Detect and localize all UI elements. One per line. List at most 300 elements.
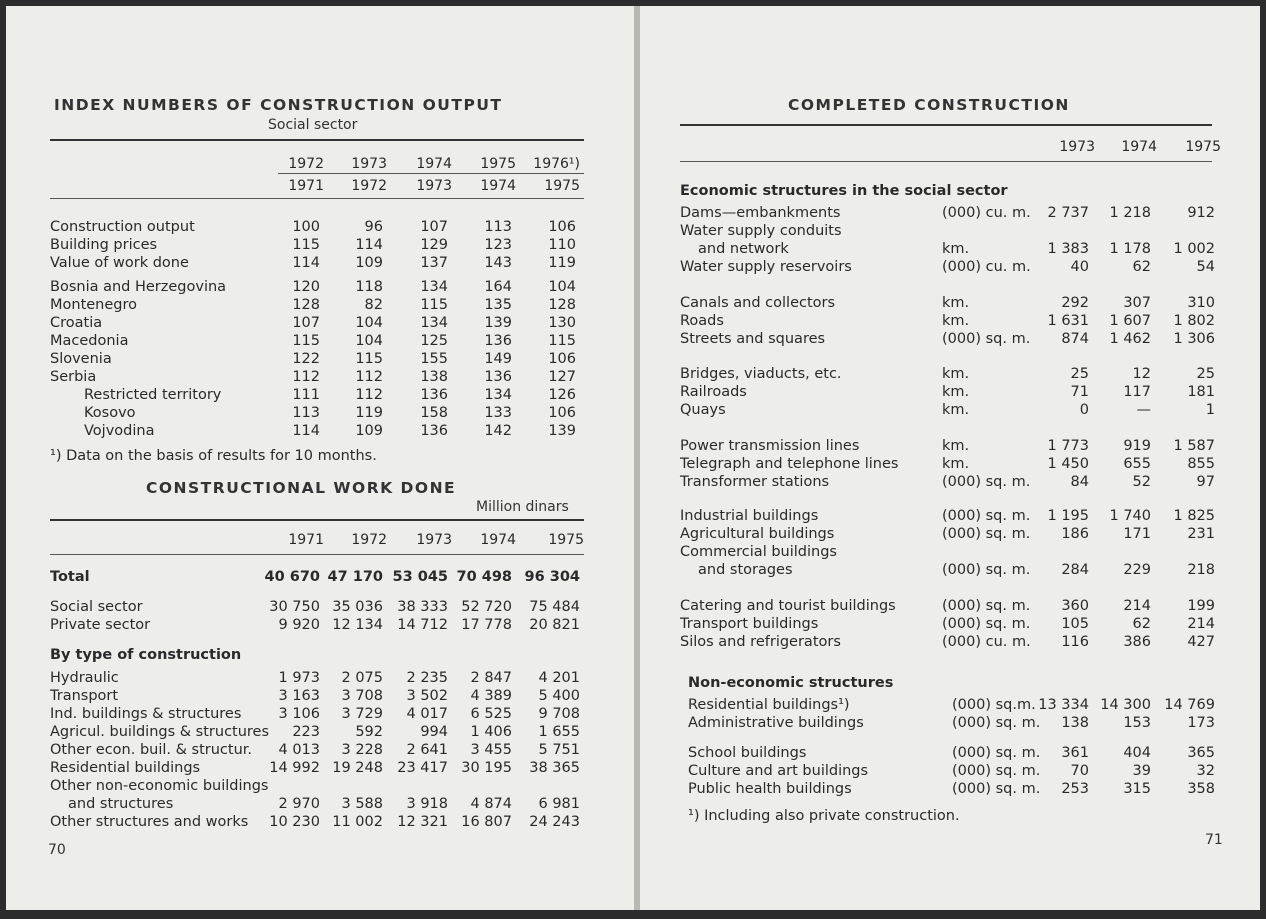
row-value: 912 [1187, 205, 1215, 221]
index-header-rule [50, 198, 584, 199]
work-unit-label: Million dinars [476, 499, 569, 515]
row-value: 113 [292, 405, 320, 421]
row-label: and structures [68, 796, 174, 812]
row-value: 30 750 [269, 599, 320, 615]
work-row [50, 598, 590, 616]
row-value: 310 [1187, 295, 1215, 311]
row-label: Streets and squares [680, 331, 826, 347]
row-value: 307 [1123, 295, 1151, 311]
right-page [640, 6, 1260, 910]
row-value: 2 075 [341, 670, 383, 686]
row-value: 12 [1132, 366, 1151, 382]
row-value: 112 [355, 387, 383, 403]
economic-row [680, 455, 1220, 473]
row-value: 53 045 [392, 569, 448, 585]
row-unit: (000) sq.m. [952, 697, 1036, 713]
section-noneconomic: Non-economic structures [688, 675, 894, 691]
row-value: 171 [1123, 526, 1151, 542]
row-label: Total [50, 569, 90, 585]
row-value: 214 [1187, 616, 1215, 632]
row-value: 13 334 [1038, 697, 1089, 713]
row-value: 14 300 [1100, 697, 1151, 713]
row-value: 113 [484, 219, 512, 235]
page-number-left: 70 [48, 842, 66, 858]
completed-footnote: ¹) Including also private construction. [688, 808, 960, 824]
row-value: 14 992 [269, 760, 320, 776]
row-value: 1 [1205, 402, 1215, 418]
row-value: 112 [292, 369, 320, 385]
row-value: 133 [484, 405, 512, 421]
row-unit: (000) sq. m. [942, 616, 1031, 632]
row-value: 592 [355, 724, 383, 740]
row-value: 2 641 [406, 742, 448, 758]
row-value: 1 825 [1173, 508, 1215, 524]
row-value: 223 [292, 724, 320, 740]
row-value: 20 821 [529, 617, 580, 633]
row-value: 143 [484, 255, 512, 271]
economic-row [680, 437, 1220, 455]
row-value: 1 607 [1109, 313, 1151, 329]
year-header: 1975 [544, 178, 580, 194]
row-value: 3 588 [341, 796, 383, 812]
row-label: Transport buildings [680, 616, 819, 632]
row-unit: (000) cu. m. [942, 634, 1031, 650]
index-row [50, 386, 590, 404]
work-header-rule [50, 554, 584, 555]
row-value: 116 [1061, 634, 1089, 650]
noneconomic-row [680, 714, 1220, 732]
row-value: 97 [1196, 474, 1215, 490]
row-value: 115 [292, 333, 320, 349]
row-value: 71 [1070, 384, 1089, 400]
row-value: 130 [548, 315, 576, 331]
row-label: Croatia [50, 315, 103, 331]
row-value: 70 498 [456, 569, 512, 585]
index-row [50, 422, 590, 440]
year-header: 1973 [416, 532, 452, 548]
row-value: 107 [420, 219, 448, 235]
row-label: Agricul. buildings & structures [50, 724, 270, 740]
index-row [50, 332, 590, 350]
row-value: 6 981 [538, 796, 580, 812]
row-value: 1 450 [1047, 456, 1089, 472]
work-total-row [50, 568, 590, 586]
row-value: 1 740 [1109, 508, 1151, 524]
row-value: 6 525 [470, 706, 512, 722]
index-top-rule [50, 139, 584, 141]
row-unit: km. [942, 438, 970, 454]
row-value: 164 [484, 279, 512, 295]
row-value: 1 002 [1173, 241, 1215, 257]
row-value: 3 228 [341, 742, 383, 758]
row-unit: km. [942, 402, 970, 418]
index-footnote: ¹) Data on the basis of results for 10 months. [50, 448, 377, 464]
row-value: 231 [1187, 526, 1215, 542]
row-value: 158 [420, 405, 448, 421]
row-value: 96 [364, 219, 383, 235]
row-value: 1 383 [1047, 241, 1089, 257]
noneconomic-row [680, 744, 1220, 762]
row-value: 47 170 [327, 569, 383, 585]
economic-row [680, 401, 1220, 419]
row-unit: (000) sq. m. [942, 562, 1031, 578]
year-header: 1975 [548, 532, 584, 548]
work-by-type-heading [50, 646, 590, 664]
row-label: Kosovo [84, 405, 136, 421]
row-value: 919 [1123, 438, 1151, 454]
economic-row [680, 294, 1220, 312]
row-value: 122 [292, 351, 320, 367]
row-unit: km. [942, 295, 970, 311]
work-row [50, 669, 590, 687]
year-header: 1972 [288, 156, 324, 172]
row-value: 38 333 [397, 599, 448, 615]
row-value: 874 [1061, 331, 1089, 347]
row-value: 2 235 [406, 670, 448, 686]
year-header: 1975 [480, 156, 516, 172]
row-value: 134 [420, 315, 448, 331]
row-unit: (000) sq. m. [942, 474, 1031, 490]
economic-row [680, 561, 1220, 579]
row-value: 125 [420, 333, 448, 349]
row-value: 2 970 [278, 796, 320, 812]
row-value: 10 230 [269, 814, 320, 830]
row-label: Other econ. buil. & structur. [50, 742, 253, 758]
year-header: 1974 [480, 178, 516, 194]
row-unit: km. [942, 313, 970, 329]
work-row [50, 759, 590, 777]
row-value: 315 [1123, 781, 1151, 797]
row-label: School buildings [688, 745, 807, 761]
year-header: 1972 [351, 532, 387, 548]
row-label: Private sector [50, 617, 151, 633]
row-label: Dams—embankments [680, 205, 841, 221]
year-header: 1971 [288, 532, 324, 548]
work-top-rule [50, 519, 584, 521]
year-header: 1974 [480, 532, 516, 548]
row-label: Quays [680, 402, 726, 418]
row-value: 199 [1187, 598, 1215, 614]
row-value: 1 462 [1109, 331, 1151, 347]
row-value: 173 [1187, 715, 1215, 731]
work-row [50, 741, 590, 759]
row-value: 229 [1123, 562, 1151, 578]
row-label: Water supply conduits [680, 223, 842, 239]
year-header: 1975 [1185, 139, 1221, 155]
row-label: Telegraph and telephone lines [680, 456, 899, 472]
row-label: Commercial buildings [680, 544, 837, 560]
row-label: Construction output [50, 219, 195, 235]
row-value: 139 [484, 315, 512, 331]
row-unit: km. [942, 384, 970, 400]
row-unit: (000) cu. m. [942, 205, 1031, 221]
row-value: 386 [1123, 634, 1151, 650]
row-value: 110 [548, 237, 576, 253]
noneconomic-row [680, 762, 1220, 780]
page-number-right: 71 [1205, 832, 1223, 848]
row-value: 3 729 [341, 706, 383, 722]
row-value: 115 [548, 333, 576, 349]
row-value: 35 036 [332, 599, 383, 615]
row-unit: (000) sq. m. [942, 331, 1031, 347]
row-value: 52 [1132, 474, 1151, 490]
row-value: 1 178 [1109, 241, 1151, 257]
row-value: 127 [548, 369, 576, 385]
economic-row [680, 615, 1220, 633]
index-fraction-rule [278, 173, 584, 174]
row-value: 253 [1061, 781, 1089, 797]
row-value: 3 163 [278, 688, 320, 704]
row-value: 136 [420, 423, 448, 439]
economic-row [680, 204, 1220, 222]
row-value: 218 [1187, 562, 1215, 578]
index-row [50, 296, 590, 314]
row-value: 361 [1061, 745, 1089, 761]
row-value: 23 417 [397, 760, 448, 776]
economic-row [680, 473, 1220, 491]
work-row [50, 687, 590, 705]
row-value: 119 [355, 405, 383, 421]
year-header: 1976¹) [533, 156, 580, 172]
row-value: 82 [364, 297, 383, 313]
row-label: Residential buildings [50, 760, 201, 776]
row-value: — [1136, 402, 1151, 418]
row-value: 1 306 [1173, 331, 1215, 347]
row-label: Culture and art buildings [688, 763, 869, 779]
section-economic: Economic structures in the social sector [680, 183, 1008, 199]
year-header: 1973 [1059, 139, 1095, 155]
row-value: 4 874 [470, 796, 512, 812]
row-value: 84 [1070, 474, 1089, 490]
row-value: 129 [420, 237, 448, 253]
row-value: 70 [1070, 763, 1089, 779]
row-value: 135 [484, 297, 512, 313]
row-value: 1 406 [470, 724, 512, 740]
row-value: 114 [355, 237, 383, 253]
completed-construction-title: COMPLETED CONSTRUCTION [788, 96, 1070, 114]
row-value: 3 106 [278, 706, 320, 722]
row-value: 17 778 [461, 617, 512, 633]
row-value: 404 [1123, 745, 1151, 761]
economic-row [680, 365, 1220, 383]
row-value: 12 134 [332, 617, 383, 633]
year-header: 1973 [351, 156, 387, 172]
row-value: 1 655 [538, 724, 580, 740]
row-value: 3 455 [470, 742, 512, 758]
economic-row [680, 543, 1220, 561]
row-unit: (000) sq. m. [952, 763, 1041, 779]
index-row [50, 218, 590, 236]
row-unit: (000) cu. m. [942, 259, 1031, 275]
row-value: 136 [484, 333, 512, 349]
row-value: 427 [1187, 634, 1215, 650]
row-value: 11 002 [332, 814, 383, 830]
row-value: 214 [1123, 598, 1151, 614]
row-value: 1 195 [1047, 508, 1089, 524]
row-value: 109 [355, 255, 383, 271]
economic-row [680, 258, 1220, 276]
row-unit: km. [942, 241, 970, 257]
row-value: 142 [484, 423, 512, 439]
row-value: 1 218 [1109, 205, 1151, 221]
index-row [50, 254, 590, 272]
row-unit: (000) sq. m. [952, 781, 1041, 797]
row-label: Restricted territory [84, 387, 222, 403]
row-value: 137 [420, 255, 448, 271]
row-value: 96 304 [524, 569, 580, 585]
row-value: 119 [548, 255, 576, 271]
row-value: 106 [548, 405, 576, 421]
index-numbers-subtitle: Social sector [268, 117, 358, 133]
row-value: 52 720 [461, 599, 512, 615]
economic-row [680, 633, 1220, 651]
index-row [50, 404, 590, 422]
row-value: 105 [1061, 616, 1089, 632]
row-label: Agricultural buildings [680, 526, 835, 542]
row-value: 115 [292, 237, 320, 253]
row-value: 153 [1123, 715, 1151, 731]
economic-row [680, 597, 1220, 615]
row-value: 62 [1132, 259, 1151, 275]
row-value: 1 587 [1173, 438, 1215, 454]
row-value: 284 [1061, 562, 1089, 578]
economic-row [680, 330, 1220, 348]
row-label: Roads [680, 313, 724, 329]
row-value: 123 [484, 237, 512, 253]
row-value: 109 [355, 423, 383, 439]
row-label: Other structures and works [50, 814, 249, 830]
row-label: Serbia [50, 369, 97, 385]
row-value: 3 502 [406, 688, 448, 704]
row-value: 38 365 [529, 760, 580, 776]
row-value: 117 [1123, 384, 1151, 400]
year-header: 1974 [1121, 139, 1157, 155]
row-value: 12 321 [397, 814, 448, 830]
row-value: 75 484 [529, 599, 580, 615]
row-value: 139 [548, 423, 576, 439]
row-label: Transformer stations [680, 474, 830, 490]
row-value: 24 243 [529, 814, 580, 830]
row-label: Water supply reservoirs [680, 259, 852, 275]
row-label: Montenegro [50, 297, 138, 313]
row-label: Power transmission lines [680, 438, 860, 454]
row-label: By type of construction [50, 647, 242, 663]
row-value: 115 [355, 351, 383, 367]
work-row [50, 723, 590, 741]
row-value: 14 712 [397, 617, 448, 633]
completed-header-rule [680, 161, 1212, 162]
row-value: 115 [420, 297, 448, 313]
row-unit: (000) sq. m. [942, 508, 1031, 524]
row-value: 155 [420, 351, 448, 367]
row-value: 138 [1061, 715, 1089, 731]
row-value: 5 400 [538, 688, 580, 704]
row-value: 118 [355, 279, 383, 295]
year-header: 1973 [416, 178, 452, 194]
row-value: 655 [1123, 456, 1151, 472]
row-value: 1 973 [278, 670, 320, 686]
row-unit: (000) sq. m. [952, 745, 1041, 761]
row-label: Slovenia [50, 351, 112, 367]
row-label: Macedonia [50, 333, 129, 349]
row-value: 106 [548, 219, 576, 235]
row-label: Vojvodina [84, 423, 155, 439]
row-value: 994 [420, 724, 448, 740]
row-unit: (000) sq. m. [942, 598, 1031, 614]
row-value: 4 201 [538, 670, 580, 686]
constructional-work-title: CONSTRUCTIONAL WORK DONE [146, 479, 457, 497]
row-value: 54 [1196, 259, 1215, 275]
row-value: 3 918 [406, 796, 448, 812]
left-page [6, 6, 634, 910]
economic-row [680, 525, 1220, 543]
economic-row [680, 507, 1220, 525]
row-value: 2 847 [470, 670, 512, 686]
row-value: 107 [292, 315, 320, 331]
row-label: Residential buildings¹) [688, 697, 850, 713]
row-value: 4 013 [278, 742, 320, 758]
row-value: 40 670 [264, 569, 320, 585]
row-value: 5 751 [538, 742, 580, 758]
row-label: Transport [50, 688, 119, 704]
row-value: 40 [1070, 259, 1089, 275]
row-value: 14 769 [1164, 697, 1215, 713]
row-value: 62 [1132, 616, 1151, 632]
row-label: Value of work done [50, 255, 189, 271]
row-value: 136 [420, 387, 448, 403]
economic-row [680, 222, 1220, 240]
row-label: Industrial buildings [680, 508, 819, 524]
index-row [50, 278, 590, 296]
row-value: 136 [484, 369, 512, 385]
row-value: 1 773 [1047, 438, 1089, 454]
row-value: 104 [355, 333, 383, 349]
row-label: Silos and refrigerators [680, 634, 841, 650]
row-value: 32 [1196, 763, 1215, 779]
row-value: 120 [292, 279, 320, 295]
row-label: Canals and collectors [680, 295, 836, 311]
noneconomic-row [680, 696, 1220, 714]
row-value: 138 [420, 369, 448, 385]
economic-row [680, 383, 1220, 401]
row-label: Railroads [680, 384, 747, 400]
index-row [50, 236, 590, 254]
row-value: 25 [1070, 366, 1089, 382]
work-other-nonecon-row [50, 795, 590, 813]
row-value: 39 [1132, 763, 1151, 779]
index-row [50, 368, 590, 386]
row-value: 4 017 [406, 706, 448, 722]
row-label: Catering and tourist buildings [680, 598, 896, 614]
year-header: 1972 [351, 178, 387, 194]
index-numbers-title: INDEX NUMBERS OF CONSTRUCTION OUTPUT [54, 96, 503, 114]
index-row [50, 350, 590, 368]
row-value: 855 [1187, 456, 1215, 472]
row-label: and network [698, 241, 789, 257]
year-header: 1974 [416, 156, 452, 172]
row-unit: (000) sq. m. [942, 526, 1031, 542]
row-label: Bosnia and Herzegovina [50, 279, 227, 295]
year-header: 1971 [288, 178, 324, 194]
row-value: 1 802 [1173, 313, 1215, 329]
row-value: 0 [1079, 402, 1089, 418]
row-unit: km. [942, 456, 970, 472]
row-value: 128 [292, 297, 320, 313]
row-value: 9 708 [538, 706, 580, 722]
row-value: 181 [1187, 384, 1215, 400]
row-value: 19 248 [332, 760, 383, 776]
index-row [50, 314, 590, 332]
